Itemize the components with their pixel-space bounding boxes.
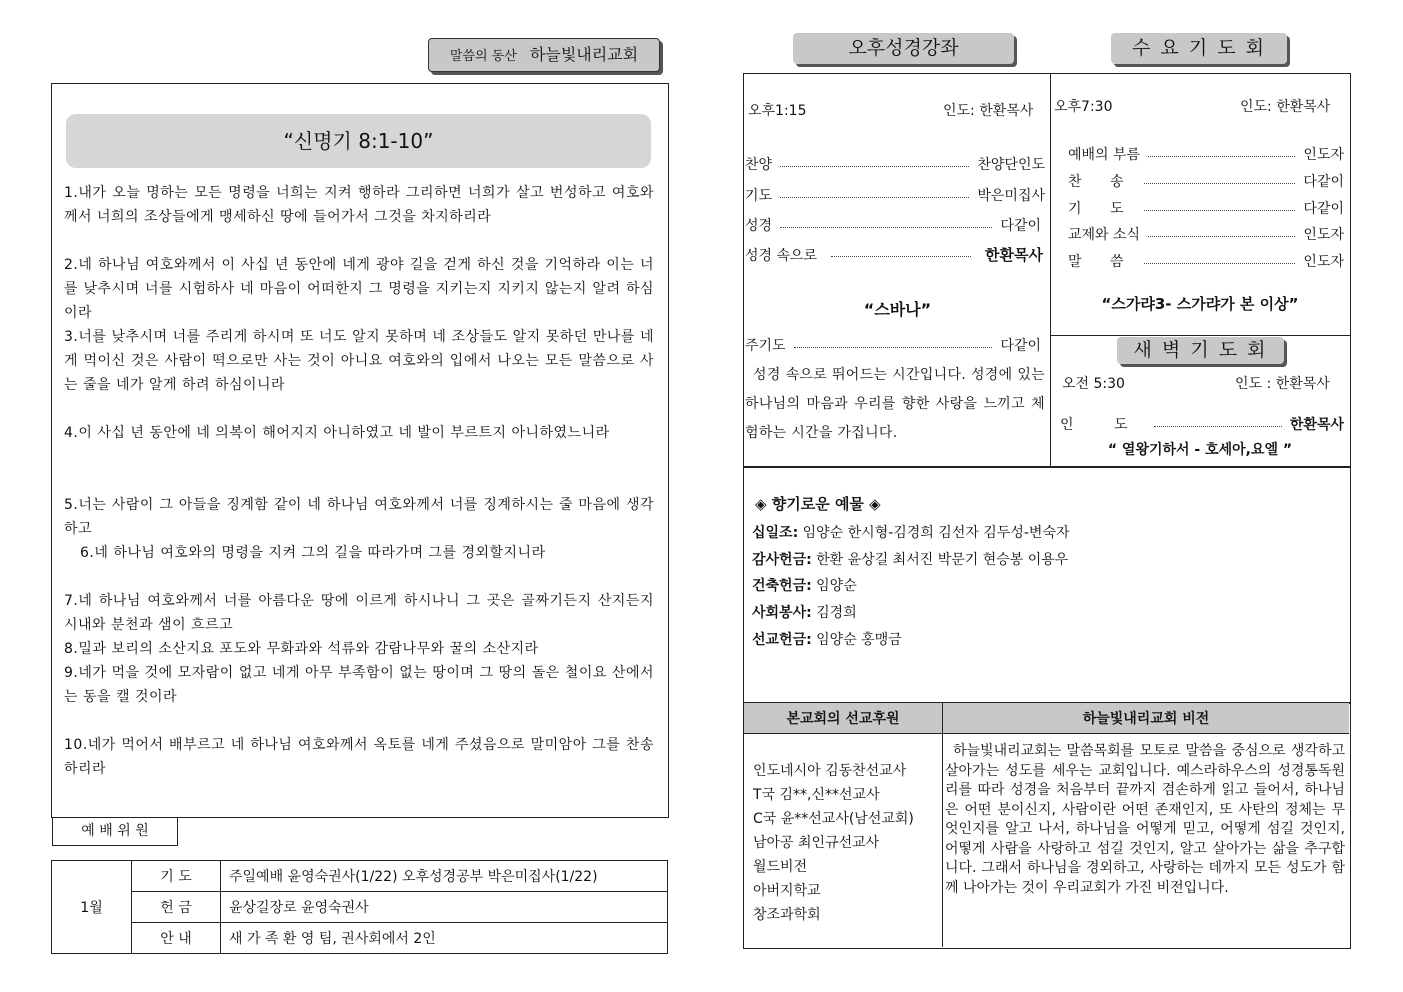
scripture-title: “신명기 8:1-10”	[283, 129, 434, 153]
mission-item: 아버지학교	[753, 883, 821, 899]
item-label: 기 도	[1068, 201, 1136, 217]
wednesday-item	[1068, 251, 1344, 271]
afternoon-item	[745, 185, 1045, 205]
item-label: 찬양	[745, 157, 773, 173]
missions-divider	[942, 702, 943, 947]
committee-detail: 주일예배 윤영숙권사(1/22) 오후성경공부 박은미집사(1/22)	[221, 861, 668, 892]
dawn-leader: 인도 : 한환목사	[1235, 376, 1330, 392]
item-value: 한환목사	[1289, 417, 1344, 433]
wednesday-sermon-title: “스가랴3- 스가랴가 본 이상”	[1101, 295, 1299, 313]
afternoon-item	[745, 215, 1041, 235]
dawn-time: 오전 5:30	[1062, 376, 1125, 392]
afternoon-time: 오후1:15	[748, 103, 807, 119]
vision-heading: 하늘빛내리교회 비전	[1082, 711, 1210, 727]
dawn-sermon-title: “ 열왕기하서 - 호세아,요엘 ”	[1107, 442, 1293, 458]
offering-label: 건축헌금:	[752, 578, 812, 594]
leader-dots	[1144, 263, 1296, 264]
wednesday-item	[1068, 144, 1344, 164]
verse-9: 9.네가 먹을 것에 모자람이 없고 네게 아무 부족함이 없는 땅이며 그 땅의 돌은 철이요 산에서는 동을 캘 것이라	[64, 665, 654, 705]
missions-heading-bar	[744, 703, 942, 734]
leader-dots	[1144, 183, 1296, 184]
offering-label: 사회봉사:	[752, 605, 812, 621]
verse-10: 10.네가 먹어서 배부르고 네 하나님 여호와께서 옥토를 네게 주셨음으로 말미암아 그를 찬송하리라	[64, 737, 654, 777]
item-value: 다같이	[1000, 218, 1041, 234]
vision-text: 하늘빛내리교회는 말씀목회를 모토로 말씀을 중심으로 생각하고 살아가는 성도를 세우는 교회입니다. 예스라하우스의 성경통독원리를 따라 성경을 처음부터 끝까지 겸손하게 읽고 들어서, 하나님은 어떤 분이신지, 사람이란 어떤 존재인지, 또 사탄의 정체는 무엇인지를 알고 나서, 하나님을 어떻게 믿고, 어떻게 섬길 것인지, 어떻게 사람을 사랑하고 섬길 것인지, 알고 살아가는 삶을 추구합니다. 그래서 하나님을 경외하고, 사랑하는 데까지 모든 성도가 함께 나아가는 것이 우리교회가 가진 비전입니다.	[945, 743, 1345, 896]
leader-dots	[780, 227, 992, 228]
afternoon-description: 성경 속으로 뛰어드는 시간입니다. 성경에 있는 하나님의 마음과 우리를 향한 사랑을 느끼고 체험하는 시간을 가집니다.	[745, 367, 1045, 441]
offering-row	[752, 602, 857, 622]
mission-item: 창조과학회	[753, 907, 821, 923]
mission-item: T국 김**,신**선교사	[753, 787, 880, 803]
offering-names: 김경희	[811, 605, 857, 621]
item-label: 말 씀	[1068, 254, 1136, 270]
leader-dots	[1148, 236, 1295, 237]
mission-item: 월드비전	[753, 859, 808, 875]
leader-dots	[1144, 210, 1296, 211]
committee-month: 1월	[52, 861, 132, 954]
afternoon-title: 오후성경강좌	[793, 33, 1014, 64]
item-label: 교제와 소식	[1068, 227, 1141, 243]
committee-table	[51, 860, 668, 954]
item-label: 인 도	[1060, 417, 1146, 433]
item-value: 박은미집사	[977, 188, 1045, 204]
item-label: 찬 송	[1068, 174, 1136, 190]
committee-role: 안 내	[132, 923, 221, 954]
verse-7: 7.네 하나님 여호와께서 너를 아름다운 땅에 이르게 하시나니 그 곳은 골짜기든지 산지든지 시내와 분천과 샘이 흐르고	[64, 593, 654, 633]
mission-item: C국 윤**선교사(남선교회)	[753, 811, 914, 827]
offering-row	[752, 575, 857, 595]
wednesday-item	[1068, 198, 1344, 218]
offering-row	[752, 629, 902, 649]
verse-6: 6.네 하나님 여호와의 명령을 지켜 그의 길을 따라가며 그를 경외할지니라	[80, 545, 546, 561]
item-value: 한환목사	[985, 246, 1043, 264]
leader-dots	[831, 256, 971, 257]
item-value: 찬양단인도	[977, 157, 1045, 173]
item-label: 예배의 부름	[1068, 147, 1141, 163]
leader-dots	[1148, 156, 1295, 157]
item-value: 다같이	[1303, 201, 1344, 217]
offering-names: 임양순 한시형-김경희 김선자 김두성-변숙자	[798, 525, 1070, 541]
header-subtitle: 말씀의 동산	[449, 49, 517, 64]
offering-label: 십일조:	[752, 525, 799, 541]
leader-dots	[1154, 426, 1282, 427]
offering-names: 한환 윤상길 최서진 박문기 현승봉 이용우	[811, 552, 1069, 568]
committee-detail: 윤상길장로 윤영숙권사	[221, 892, 668, 923]
wednesday-title: 수 요 기 도 회	[1111, 33, 1287, 64]
offering-names: 임양순	[811, 578, 857, 594]
verse-8: 8.밀과 보리의 소산지요 포도와 무화과와 석류와 감람나무와 꿀의 소산지라	[64, 641, 539, 657]
item-label: 주기도	[745, 338, 786, 354]
dawn-divider	[1050, 335, 1350, 336]
committee-role: 헌 금	[132, 892, 221, 923]
mission-item: 남아공 최인규선교사	[753, 835, 880, 851]
column-divider	[1050, 73, 1051, 466]
afternoon-item	[745, 244, 1043, 265]
item-label: 성경 속으로	[745, 247, 818, 264]
dawn-title: 새 벽 기 도 회	[1117, 337, 1284, 364]
afternoon-closing	[745, 335, 1041, 355]
item-label: 성경	[745, 218, 773, 234]
mission-item: 인도네시아 김동찬선교사	[753, 763, 907, 779]
wednesday-item	[1068, 224, 1344, 244]
afternoon-sermon-title: “스바나”	[863, 300, 932, 319]
verse-3: 3.너를 낮추시며 너를 주리게 하시며 또 너도 알지 못하며 네 조상들도 알지 못하던 만나를 네게 먹이신 것은 사람이 떡으로만 사는 것이 아니요 여호와의 입에서 나오는 모든 말씀으로 사는 줄을 네가 알게 하려 하심이니라	[64, 329, 654, 393]
offering-row	[752, 522, 1070, 542]
verse-1: 1.내가 오늘 명하는 모든 명령을 너희는 지켜 행하라 그리하면 너희가 살고 번성하고 여호와께서 너희의 조상들에게 맹세하신 땅에 들어가서 그것을 차지하리라	[64, 185, 654, 225]
item-value: 인도자	[1303, 147, 1344, 163]
dawn-item	[1060, 414, 1344, 434]
leader-dots	[794, 347, 993, 348]
offerings-heading: ◈ 향기로운 예물 ◈	[755, 495, 881, 513]
item-value: 인도자	[1303, 254, 1344, 270]
offering-label: 감사헌금:	[752, 552, 812, 568]
vision-heading-bar	[943, 703, 1349, 734]
missions-heading: 본교회의 선교후원	[786, 711, 900, 727]
church-header	[428, 38, 660, 72]
header-church-name: 하늘빛내리교회	[529, 45, 639, 64]
item-label: 기도	[745, 188, 773, 204]
afternoon-leader: 인도: 한환목사	[943, 103, 1034, 119]
scripture-title-bar	[66, 114, 651, 168]
offering-row	[752, 549, 1068, 569]
committee-role: 기 도	[132, 861, 221, 892]
committee-label: 예 배 위 원	[52, 817, 178, 846]
leader-dots	[780, 197, 969, 198]
verse-4: 4.이 사십 년 동안에 네 의복이 해어지지 아니하였고 네 발이 부르트지 아니하였느니라	[64, 425, 610, 441]
wednesday-item	[1068, 171, 1344, 191]
offering-names: 임양순 홍맹금	[811, 632, 902, 648]
afternoon-item	[745, 154, 1045, 174]
item-value: 다같이	[1303, 174, 1344, 190]
wednesday-leader: 인도: 한환목사	[1240, 99, 1331, 115]
item-value: 인도자	[1303, 227, 1344, 243]
wednesday-time: 오후7:30	[1054, 99, 1113, 115]
verse-5: 5.너는 사람이 그 아들을 징계함 같이 네 하나님 여호와께서 너를 징계하시는 줄 마음에 생각하고	[64, 497, 654, 537]
item-value: 다같이	[1000, 338, 1041, 354]
committee-detail: 새 가 족 환 영 팀, 권사회에서 2인	[221, 923, 668, 954]
leader-dots	[780, 166, 969, 167]
verse-2: 2.네 하나님 여호와께서 이 사십 년 동안에 네게 광야 길을 걷게 하신 것을 기억하라 이는 너를 낮추시며 너를 시험하사 네 마음이 어떠한지 그 명령을 지키는지 지키지 않는지 알려 하심이라	[64, 257, 654, 321]
offering-label: 선교헌금:	[752, 632, 812, 648]
